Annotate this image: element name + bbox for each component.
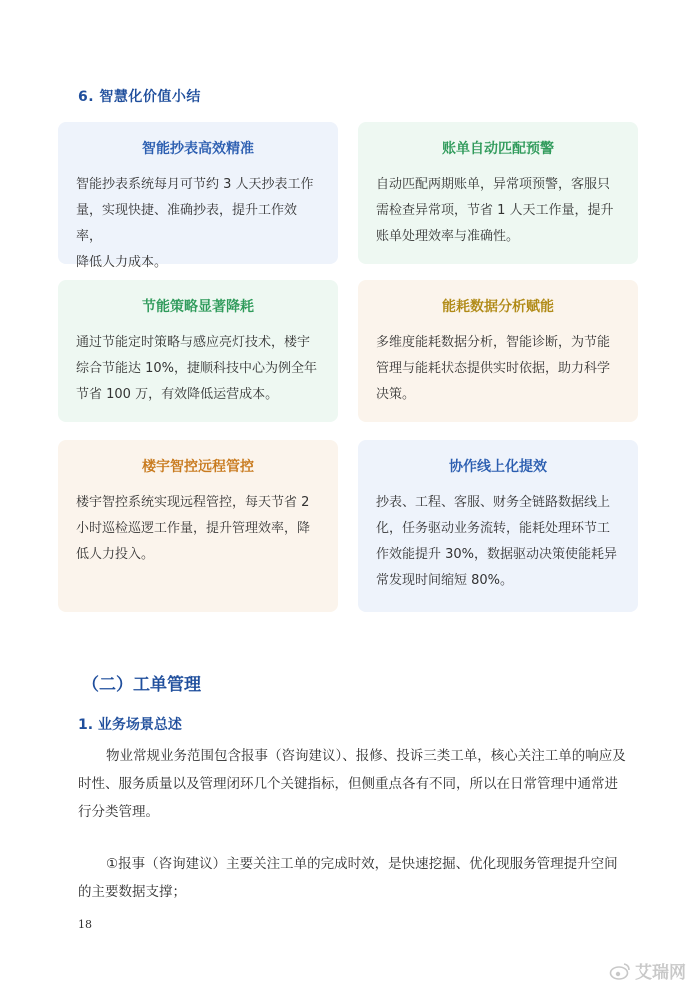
card-body bbox=[376, 330, 620, 408]
card-smart-meter bbox=[58, 122, 338, 270]
body-paragraph: 物业常规业务范围包含报事（咨询建议）、报修、投诉三类工单，核心关注工单的响应及时性、服务质量以及管理闭环几个关键指标，但侧重点各有不同，所以在日常管理中通常进行分类管理。 bbox=[78, 748, 626, 820]
card-line: 多维度能耗数据分析，智能诊断，为节能 bbox=[376, 335, 611, 350]
watermark bbox=[609, 958, 686, 983]
section-title: （二）工单管理 bbox=[82, 675, 201, 695]
page-number: 18 bbox=[78, 918, 92, 931]
card-body bbox=[76, 330, 320, 408]
card-line: 量，实现快捷、准确抄表，提升工作效率， bbox=[76, 203, 298, 244]
card-line: 作效能提升 30%，数据驱动决策使能耗异 bbox=[376, 547, 618, 562]
card-line: 楼宇智控系统实现远程管控，每天节省 2 bbox=[76, 495, 310, 510]
card-bill-matching bbox=[358, 122, 638, 264]
card-title: 账单自动匹配预警 bbox=[442, 141, 554, 157]
card-line: 需检查异常项，节省 1 人天工作量，提升 bbox=[376, 203, 614, 218]
card-title: 协作线上化提效 bbox=[449, 459, 547, 475]
card-line: 常发现时间缩短 80%。 bbox=[376, 573, 514, 588]
card-body bbox=[376, 172, 620, 250]
card-title: 楼宇智控远程管控 bbox=[142, 459, 254, 475]
card-line: 账单处理效率与准确性。 bbox=[376, 229, 520, 244]
card-body bbox=[376, 490, 620, 594]
card-line: 节省 100 万，有效降低运营成本。 bbox=[76, 387, 279, 402]
card-energy-saving bbox=[58, 280, 338, 422]
card-body bbox=[76, 490, 320, 568]
card-title: 节能策略显著降耗 bbox=[142, 299, 254, 315]
card-line: 小时巡检巡逻工作量，提升管理效率，降 bbox=[76, 521, 311, 536]
card-body bbox=[76, 172, 320, 276]
card-line: 管理与能耗状态提供实时依据，助力科学 bbox=[376, 361, 611, 376]
card-remote-control bbox=[58, 440, 338, 612]
body-paragraph: ①报事（咨询建议）主要关注工单的完成时效，是快速挖掘、优化现服务管理提升空间的主要数据支撑； bbox=[78, 856, 618, 900]
watermark-text: 艾瑞网 bbox=[635, 963, 686, 983]
weibo-logo-icon bbox=[609, 962, 631, 980]
card-line: 智能抄表系统每月可节约 3 人天抄表工作 bbox=[76, 177, 314, 192]
card-line: 降低人力成本。 bbox=[76, 255, 168, 270]
card-line: 低人力投入。 bbox=[76, 547, 155, 562]
card-title: 智能抄表高效精准 bbox=[142, 141, 254, 157]
card-line: 通过节能定时策略与感应亮灯技术，楼宇 bbox=[76, 335, 311, 350]
card-line: 自动匹配两期账单，异常项预警，客服只 bbox=[376, 177, 611, 192]
section-heading: 6. 智慧化价值小结 bbox=[78, 89, 201, 105]
card-online-collaboration bbox=[358, 440, 638, 612]
card-line: 化，任务驱动业务流转，能耗处理环节工 bbox=[376, 521, 611, 536]
subsection-title: 1. 业务场景总述 bbox=[78, 717, 182, 733]
card-energy-analysis bbox=[358, 280, 638, 422]
card-line: 抄表、工程、客服、财务全链路数据线上 bbox=[376, 495, 611, 510]
card-line: 决策。 bbox=[376, 387, 416, 402]
card-title: 能耗数据分析赋能 bbox=[442, 299, 554, 315]
card-line: 综合节能达 10%，捷顺科技中心为例全年 bbox=[76, 361, 318, 376]
